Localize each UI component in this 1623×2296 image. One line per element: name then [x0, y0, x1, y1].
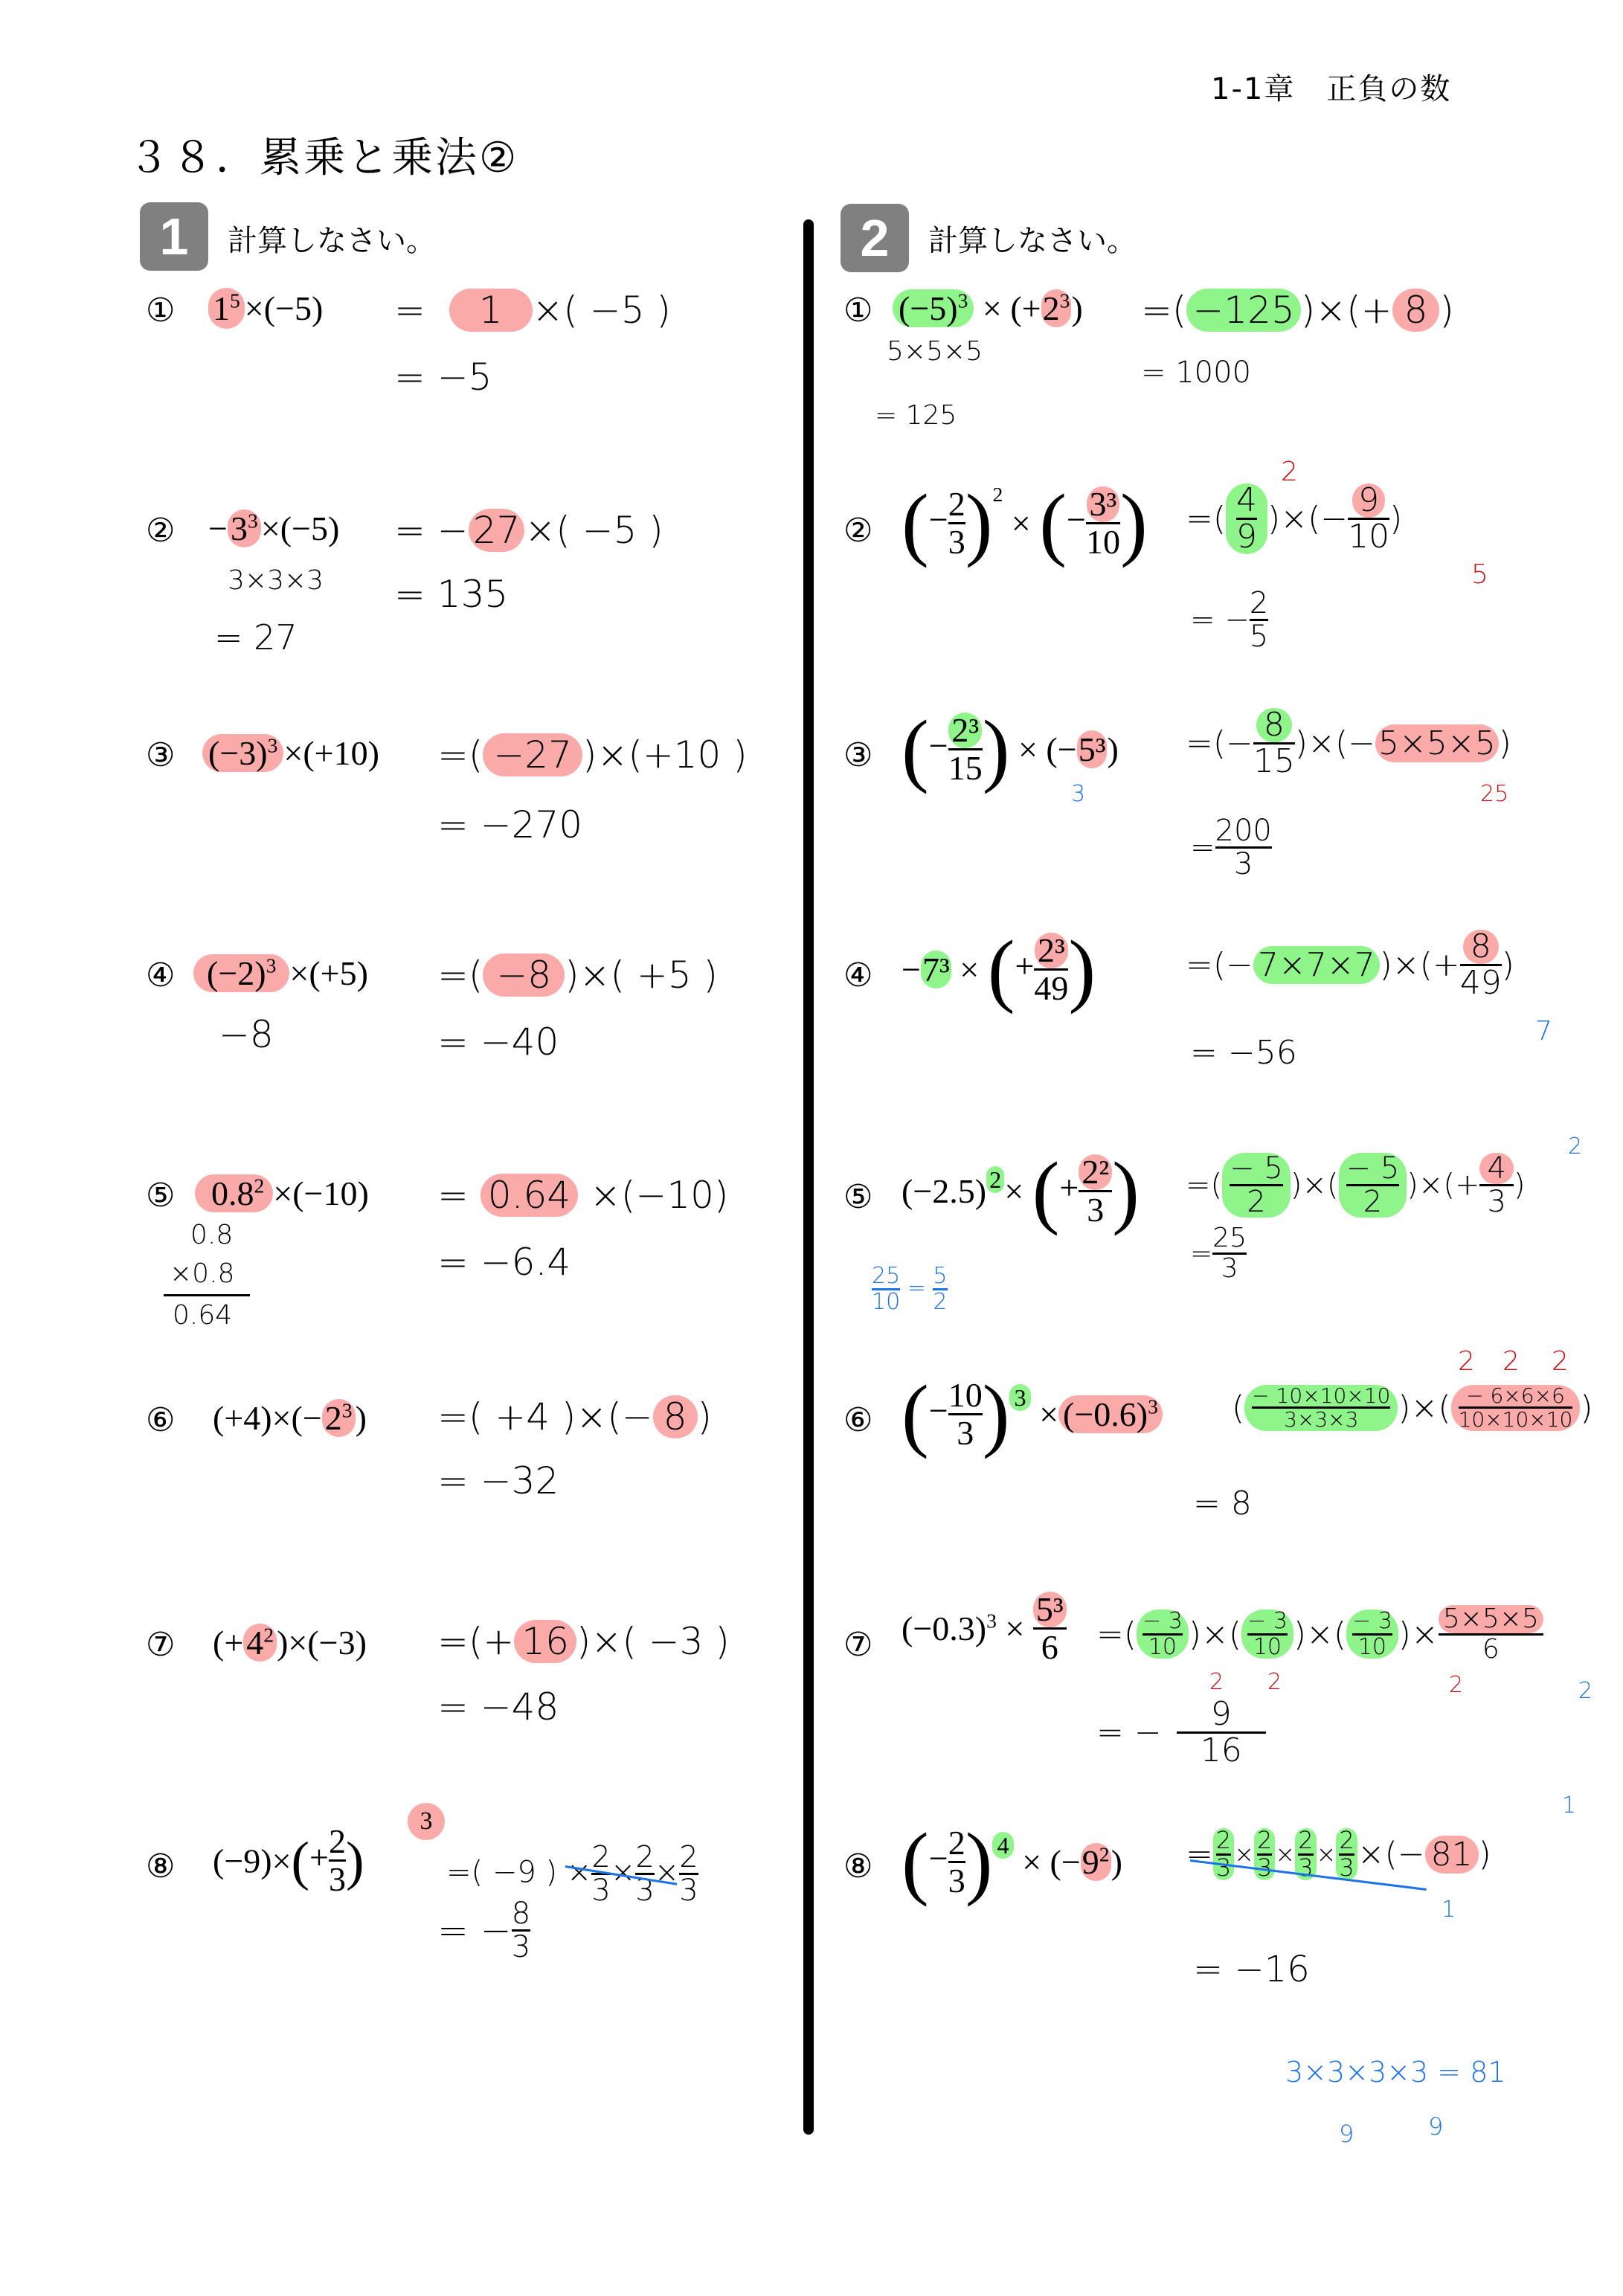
- step-1: = $\frac{2}{3}$ × $\frac{2}{3}$ × $\frac{2}{3}$ × $\frac{2}{3}$ ×(− 81 ): [1186, 1826, 1491, 1882]
- problem-expression: (− $\frac{2}{3}$ )$^2$ × (− $\frac{\text{3³}}{10}$ ): [902, 477, 1148, 568]
- problem-number: ②: [843, 512, 873, 550]
- step-1: =( −27 )×(+10 ): [437, 733, 748, 776]
- problem-expression: $-3^3\times(-5)$: [208, 509, 340, 547]
- cancel-mark: 2: [1281, 457, 1298, 487]
- step-1: =( $\frac{4}{9}$ )×(− $\frac{9}{10}$ ): [1186, 481, 1403, 556]
- work-note: 3×3×3: [228, 565, 324, 596]
- problem-number: ⑥: [843, 1401, 873, 1439]
- problem-expression: $(-3)^3 \times(+10)$: [202, 733, 379, 773]
- step-highlight: 1: [449, 289, 533, 332]
- problem-number: ③: [843, 736, 873, 774]
- problem-expression: (− $\frac{2}{3}$ ) $^4 \times (-9^2)$: [902, 1816, 1122, 1907]
- column-divider: [803, 219, 814, 2135]
- problem-expression: $(-2)^3 \times(+5)$: [193, 954, 368, 993]
- result: = $\frac{25}{3}$: [1190, 1223, 1247, 1284]
- problem-expression: (− $\frac{\text{2³}}{15}$ ) × (−5³): [902, 704, 1119, 794]
- side-work-sub: 9: [1339, 2120, 1354, 2148]
- work-underline: [164, 1294, 250, 1296]
- problem-number: ④: [843, 956, 873, 994]
- section-1-badge: [140, 202, 208, 271]
- result: = − $\frac{9}{16}$: [1096, 1697, 1266, 1768]
- result: = − $\frac{8}{3}$: [437, 1897, 531, 1964]
- problem-expression: $(+4^2)\times(-3)$: [213, 1623, 367, 1662]
- expr-base: 1: [213, 289, 230, 327]
- step-1: =( +4 )×(− 8 ): [437, 1395, 713, 1438]
- step-1: =( $\frac{- 5}{2}$ )×( $\frac{- 5}{2}$ )×(+ $\frac{4}{3}$ ): [1186, 1151, 1526, 1219]
- problem-expression: −7³ × (+ $\frac{\text{2³}}{49}$ ): [902, 924, 1096, 1014]
- step-1: =( −125 )×(+ 8 ): [1141, 289, 1454, 332]
- step-1: = 0.64 ×(−10): [437, 1174, 729, 1217]
- cancel-mark: 1: [1562, 1792, 1577, 1819]
- result: = − $\frac{2}{5}$: [1190, 586, 1269, 654]
- cancel-mark: 3: [1071, 781, 1086, 807]
- result: = 8: [1193, 1485, 1252, 1522]
- expr-rest: ×(−5): [244, 289, 324, 327]
- chapter-label: 1-1章 正負の数: [1211, 72, 1452, 106]
- cancel-mark: 5: [1471, 559, 1488, 590]
- cancel-mark: 2: [1267, 1669, 1282, 1695]
- problem-number: ⑤: [146, 1177, 176, 1215]
- result: = −6.4: [437, 1241, 571, 1284]
- section-2-instruction: 計算しなさい。: [928, 224, 1137, 258]
- problem-expression: $(+4)\times(-2^3)$: [213, 1398, 367, 1437]
- section-1-instruction: 計算しなさい。: [228, 224, 436, 258]
- cancel-mark: 2: [1209, 1669, 1224, 1695]
- problem-number: ③: [146, 736, 176, 774]
- work-note: 0.64: [173, 1300, 233, 1331]
- side-work-sub: 9: [1428, 2112, 1444, 2141]
- problem-expression: (− $\frac{10}{3}$ ) $^3 \times (-0.6)^3$: [902, 1367, 1163, 1461]
- problem-number: ⑥: [146, 1401, 176, 1439]
- work-note: ×0.8: [170, 1258, 235, 1289]
- result: = −32: [437, 1459, 559, 1502]
- section-1-number: 1: [159, 208, 189, 266]
- cancel-mark: 7: [1535, 1016, 1552, 1046]
- section-2-number: 2: [860, 209, 890, 267]
- result: = −16: [1193, 1949, 1310, 1990]
- step-1: =( $\frac{- 3}{10}$ )×( $\frac{- 3}{10}$ )×( $\frac{- 3}{10}$ )× $\frac{5\times 5\times 5}{6}$: [1096, 1605, 1543, 1664]
- result: = 135: [394, 573, 509, 616]
- work-note: = 125: [875, 400, 957, 431]
- cancel-mark: 2: [1458, 1346, 1475, 1377]
- problem-number: ②: [146, 512, 176, 550]
- problem-number: ①: [843, 292, 873, 329]
- cancel-mark: 2: [1552, 1346, 1569, 1377]
- work-note: 5×5×5: [887, 336, 983, 367]
- problem-number: ⑦: [843, 1626, 873, 1664]
- step-1: =(+ 16 )×( −3 ): [437, 1620, 730, 1663]
- side-work: $\frac{25}{10}$ = $\frac{5}{2}$: [872, 1263, 948, 1315]
- problem-expression: [208, 289, 323, 328]
- cancel-mark: 2: [1503, 1346, 1520, 1377]
- step-1: =( −8 )×( +5 ): [437, 954, 719, 997]
- cancel-mark: 2: [1568, 1133, 1583, 1160]
- result: = $\frac{200}{3}$: [1190, 814, 1272, 881]
- result: = −40: [437, 1020, 559, 1064]
- problem-number: ⑧: [146, 1848, 176, 1885]
- side-work: 3×3×3×3 = 81: [1285, 2056, 1506, 2088]
- problem-expression: $(-5)^3 \times (+2^3)$: [893, 289, 1083, 328]
- expr-exponent: 5: [230, 289, 240, 312]
- work-note: −8: [219, 1013, 274, 1056]
- step-1: =(− 7×7×7 )×(+ $\frac{8}{49}$ ): [1186, 927, 1514, 1003]
- exponent-highlight: 3: [408, 1803, 445, 1840]
- problem-number: ①: [146, 292, 176, 329]
- work-note: 0.8: [190, 1220, 234, 1250]
- problem-expression: (−9)×(+ $\frac{2}{3}$ ): [213, 1822, 364, 1899]
- step-1: = − 27 ×( −5 ): [394, 509, 663, 552]
- result: = −56: [1190, 1034, 1297, 1072]
- step-1: =( −9 ) × $\frac{2}{3}$ × $\frac{2}{3}$ × $\frac{2}{3}$: [446, 1840, 698, 1908]
- section-2-badge: [841, 204, 909, 272]
- problem-number: ⑤: [843, 1178, 873, 1216]
- step-1: = 1 ×( −5 ): [394, 289, 671, 332]
- step-1: =(− $\frac{8}{15}$ )×(−5×5×5): [1186, 706, 1511, 781]
- cancel-mark: 2: [1578, 1678, 1593, 1704]
- result: = 1000: [1141, 356, 1252, 390]
- result: = −5: [394, 356, 492, 399]
- problem-expression: $0.8^2 \times(-10)$: [195, 1174, 369, 1213]
- cancel-mark: 25: [1480, 781, 1509, 807]
- problem-expression: (−2.5) $^2$× (+ $\frac{\text{2²}}{3}$ ): [902, 1145, 1140, 1236]
- cancel-mark: 2: [1449, 1672, 1464, 1698]
- result: = −270: [437, 803, 583, 846]
- problem-number: ⑧: [843, 1848, 873, 1885]
- result: = −48: [437, 1685, 559, 1729]
- problem-number: ⑦: [146, 1626, 176, 1664]
- problem-expression: $(-0.3)^3$ × $\frac{\text{5³}}{6}$: [902, 1592, 1067, 1666]
- work-note: = 27: [214, 617, 298, 657]
- step-1: ( $\frac{- 10\times 10\times 10}{3\times 3\times 3}$ )×( $\frac{- 6\times 6\times 6}{10\times 10\times 10}$ ): [1232, 1383, 1593, 1432]
- problem-number: ④: [146, 956, 176, 994]
- cancel-mark: 1: [1442, 1897, 1456, 1923]
- page-title: ３８．累乗と乗法②: [128, 134, 519, 182]
